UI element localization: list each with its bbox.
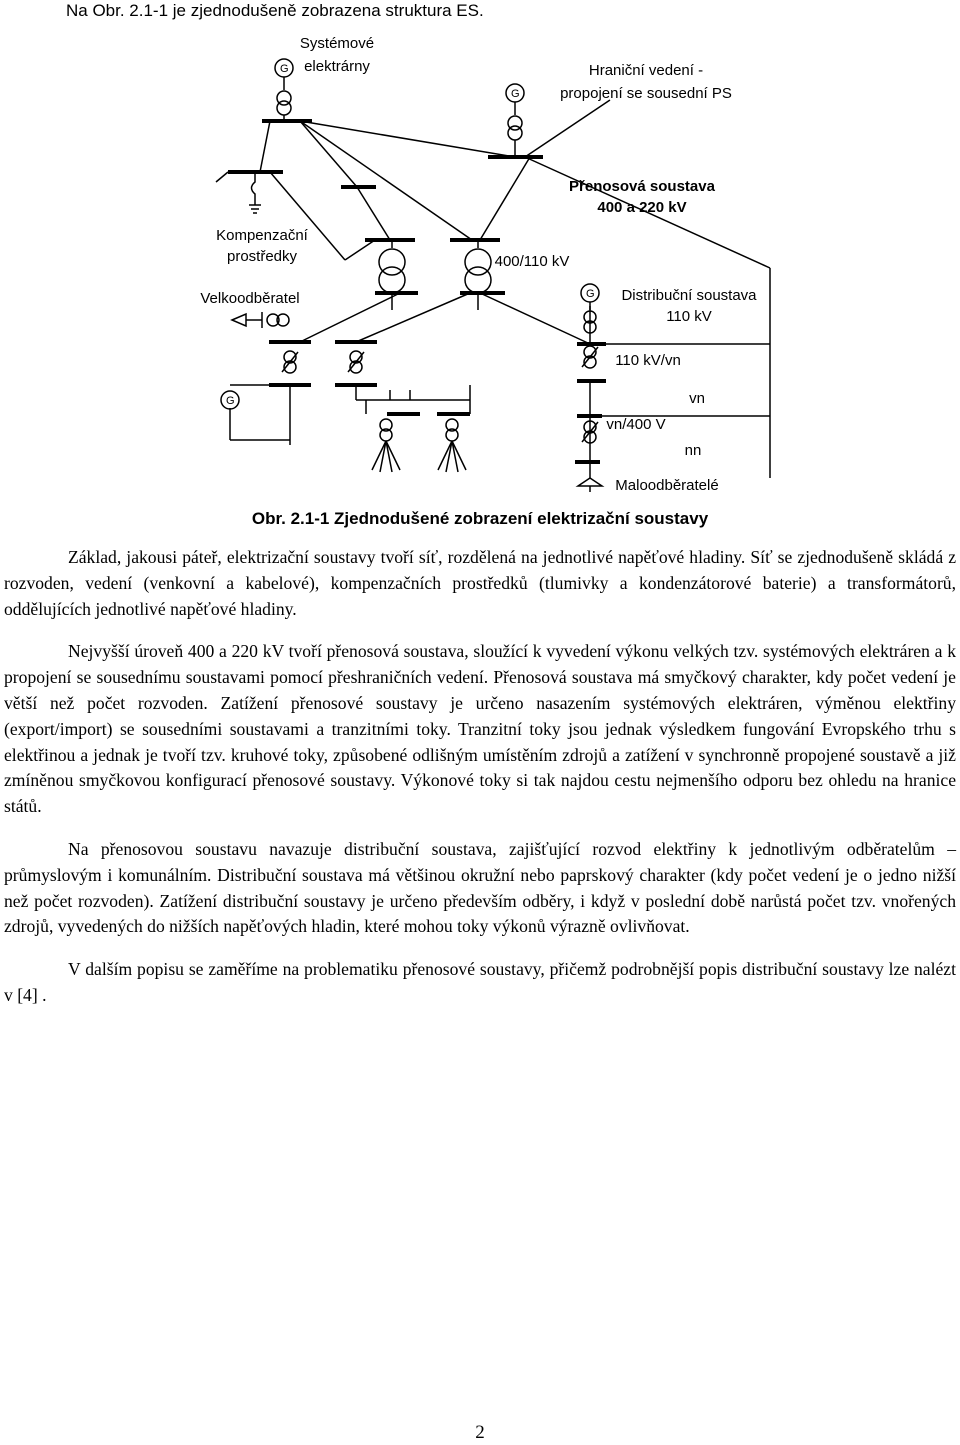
g-label: G bbox=[511, 88, 520, 100]
paragraph: Nejvyšší úroveň 400 a 220 kV tvoří přenosová soustava, sloužící k vyvedení výkonu velkých tzv. systémových elektráren a k propojení se sousednímu soustavami pomocí přeshraničních vedení. Přenosová soustava má smyčkový charakter, kdy počet vedení je větší než počet rozvoden. Zatížení přenosové soustavy je určeno nasazením systémových elektráren, výměnou elektřiny (export/import) se sousedními soustavami a tranzitními toky. Tranzitní toky jsou jednak výsledkem fungování Evropského trhu s elektřinou a jednak je tvoří tzv. kruhové toky, způsobené odlišným umístěním zdrojů a zatížení v synchronně propojené soustavě a již zmíněnou smyčkovou konfigurací přenosové soustavy. Výkonové toky si tak najdou cestu nejmenšího odporu bez ohledu na hranice států. bbox=[4, 641, 956, 817]
paragraph: Základ, jakousi páteř, elektrizační soustavy tvoří síť, rozdělená na jednotlivé napěťové hladiny. Síť se zjednodušeně skládá z rozvoden, vedení (venkovní a kabelové), kompenzačních prostředků (tlumivky a kondenzátorové baterie) a transformátorů, oddělujících jednotlivé napěťové hladiny. bbox=[4, 547, 956, 619]
label-system-plants-2: elektrárny bbox=[304, 58, 370, 75]
figure-caption: Obr. 2.1-1 Zjednodušené zobrazení elektrizační soustavy bbox=[251, 509, 709, 528]
consumer-arrows bbox=[372, 441, 602, 492]
label-system-plants-1: Systémové bbox=[299, 35, 375, 52]
g-label: G bbox=[226, 395, 235, 407]
label-110-vn: 110 kV/vn bbox=[615, 352, 681, 369]
label-border-lines-2: propojení se sousední PS bbox=[560, 85, 732, 102]
compensation-device bbox=[249, 172, 261, 213]
paragraph: V dalším popisu se zaměříme na problematiku přenosové soustavy, přičemž podrobnější popis distribuční soustavy lze nalézt v [4] . bbox=[4, 959, 956, 1005]
label-vn-400: vn/400 V bbox=[606, 416, 666, 433]
label-transmission-2: 400 a 220 kV bbox=[597, 199, 687, 216]
label-bulk-consumer: Velkoodběratel bbox=[200, 290, 300, 307]
transformer bbox=[465, 240, 491, 293]
label-transmission-1: Přenosová soustava bbox=[569, 178, 715, 195]
generator-symbol bbox=[506, 84, 524, 157]
label-compensation-1: Kompenzační bbox=[216, 227, 308, 244]
transformer-small bbox=[282, 346, 598, 443]
g-label: G bbox=[586, 288, 595, 300]
label-distribution-1: Distribuční soustava bbox=[621, 287, 757, 304]
label-small-consumers: Maloodběratelé bbox=[615, 477, 719, 494]
label-distribution-2: 110 kV bbox=[666, 308, 712, 325]
generator-symbol bbox=[221, 391, 239, 409]
page-number: 2 bbox=[475, 1422, 485, 1443]
bulk-consumer-symbol bbox=[232, 312, 289, 328]
label-vn: vn bbox=[689, 390, 705, 407]
label-nn: nn bbox=[684, 442, 702, 459]
label-compensation-2: prostředky bbox=[226, 248, 298, 265]
label-400-110: 400/110 kV bbox=[494, 253, 570, 270]
generator-symbol bbox=[275, 59, 293, 121]
transformer bbox=[379, 240, 405, 293]
intro-text: Na Obr. 2.1-1 je zjednodušeně zobrazena struktura ES. bbox=[66, 1, 484, 20]
paragraph: Na přenosovou soustavu navazuje distribuční soustava, zajišťující rozvod elektřiny k jednotlivým odběratelům – průmyslovým i komunálním. Distribuční soustava má většinou okružní nebo paprskový charakter (kdy počet vedení je o jedno nižší než počet rozvoden). Zatížení distribuční soustavy je určeno především odběry, i když v poslední době narůstá počet tzv. vnořených zdrojů, vyvedených do nižších napěťových hladin, které mohou toky výkonů výrazně ovlivňovat. bbox=[4, 838, 956, 937]
body-text bbox=[4, 545, 956, 1026]
power-system-diagram bbox=[0, 0, 960, 500]
label-border-lines-1: Hraniční vedení - bbox=[588, 62, 704, 79]
g-label: G bbox=[280, 63, 289, 75]
